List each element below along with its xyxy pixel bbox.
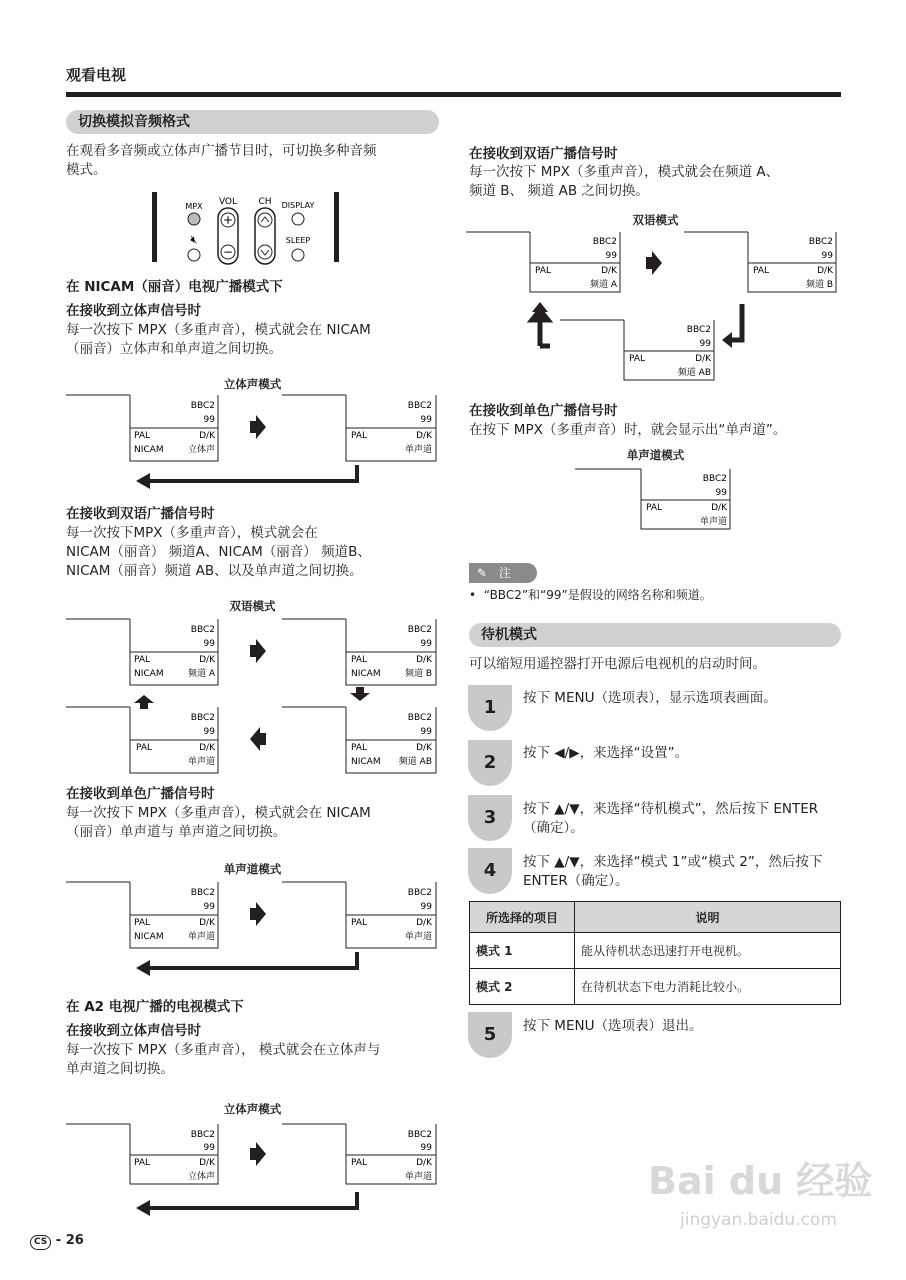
svg-text:D/K: D/K — [416, 655, 432, 665]
ch-down-icon[interactable] — [258, 245, 272, 259]
standby-mode-table — [469, 901, 841, 1005]
svg-text:99: 99 — [420, 902, 432, 912]
svg-text:单声道: 单声道 — [187, 932, 215, 942]
svg-text:99: 99 — [203, 727, 215, 737]
osd-box-channel-ab — [346, 707, 436, 773]
svg-text:99: 99 — [203, 1143, 215, 1153]
standby-intro: 可以缩短用遥控器打开电源后电视机的启动时间。 — [469, 656, 766, 672]
svg-text:PAL: PAL — [134, 918, 151, 928]
svg-text:PAL: PAL — [351, 431, 368, 441]
step-text: 按下 ◀/▶，来选择“设置”。 — [523, 745, 689, 761]
svg-text:99: 99 — [203, 639, 215, 649]
svg-text:D/K: D/K — [416, 918, 432, 928]
baidu-watermark: Bai du 经验 — [648, 1159, 873, 1203]
sleep-button[interactable] — [292, 249, 304, 261]
intro-text — [66, 142, 446, 180]
svg-text:99: 99 — [605, 251, 617, 261]
svg-text:BBC2: BBC2 — [407, 1130, 432, 1140]
svg-text:D/K: D/K — [416, 743, 432, 753]
svg-text:PAL: PAL — [134, 655, 151, 665]
svg-text:BBC2: BBC2 — [407, 625, 432, 635]
nicam-mono-chart-title: 单声道模式 — [223, 862, 282, 876]
right-arrow-icon — [250, 1142, 266, 1166]
svg-text:99: 99 — [699, 339, 711, 349]
osd-box-channel-ab — [624, 320, 714, 380]
table-header: 所选择的项目 — [470, 902, 575, 933]
right-arrow-icon — [250, 415, 266, 439]
page-number: 26 — [65, 1233, 84, 1248]
a2-mono-diagram — [575, 467, 735, 537]
table-row — [470, 969, 841, 1005]
nicam-stereo-text: 每一次按下 MPX（多重声音），模式就会在 NICAM （丽音）立体声和单声道之间切换。 — [66, 322, 371, 357]
sleep-label: SLEEP — [285, 236, 311, 245]
svg-text:PAL: PAL — [646, 503, 663, 513]
table-row — [470, 933, 841, 969]
a2-stereo-chart-title: 立体声模式 — [223, 1102, 282, 1116]
osd-box-mono — [346, 1124, 436, 1184]
svg-text:频道 A: 频道 A — [589, 280, 617, 290]
nicam-stereo-heading: 在接收到立体声信号时 — [66, 303, 201, 319]
table-cell: 能从待机状态迅速打开电视机。 — [575, 933, 841, 969]
svg-text:D/K: D/K — [199, 743, 215, 753]
a2-dual-diagram — [466, 230, 842, 385]
table-cell: 模式 2 — [470, 969, 575, 1005]
svg-text:99: 99 — [420, 639, 432, 649]
up-arrow-icon — [532, 302, 548, 312]
a2-mono-heading: 在接收到单色广播信号时 — [469, 403, 618, 419]
display-label: DISPLAY — [281, 201, 315, 210]
svg-text:−: − — [222, 245, 234, 259]
svg-text:BBC2: BBC2 — [407, 713, 432, 723]
svg-text:BBC2: BBC2 — [190, 1130, 215, 1140]
svg-text:BBC2: BBC2 — [407, 888, 432, 898]
a2-dual-text: 每一次按下 MPX（多重声音），模式就会在频道 A、 频道 B、 频道 AB 之间切换。 — [469, 164, 780, 199]
svg-text:频道 B: 频道 B — [404, 669, 432, 679]
left-arrow-icon — [250, 727, 266, 751]
svg-text:D/K: D/K — [199, 431, 215, 441]
note-label: 注 — [498, 566, 511, 580]
remote-control-illustration — [150, 188, 345, 268]
svg-text:BBC2: BBC2 — [190, 713, 215, 723]
osd-box-mono — [346, 882, 436, 948]
svg-text:PAL: PAL — [351, 1158, 368, 1168]
svg-text:BBC2: BBC2 — [190, 625, 215, 635]
svg-text:D/K: D/K — [199, 1158, 215, 1168]
right-arrow-icon — [646, 251, 662, 275]
left-arrow-icon — [136, 1200, 150, 1216]
svg-text:NICAM: NICAM — [134, 445, 164, 455]
right-arrow-icon — [250, 639, 266, 663]
svg-text:D/K: D/K — [416, 1158, 432, 1168]
pencil-icon: ✎ — [477, 566, 488, 580]
ch-up-icon[interactable] — [258, 213, 272, 227]
intro-line: 模式。 — [66, 162, 107, 178]
osd-box-stereo — [130, 395, 218, 461]
a2-dual-chart-title: 双语模式 — [632, 213, 679, 227]
svg-text:NICAM: NICAM — [134, 932, 164, 942]
svg-text:频道 A: 频道 A — [187, 669, 215, 679]
watermark-url: jingyan.baidu.com — [680, 1210, 837, 1230]
svg-text:+: + — [222, 213, 234, 227]
vol-label: VOL — [218, 197, 238, 207]
svg-text:NICAM: NICAM — [351, 757, 381, 767]
svg-text:D/K: D/K — [199, 918, 215, 928]
osd-box-channel-a — [130, 619, 218, 685]
step-number: 2 — [468, 740, 512, 786]
svg-text:99: 99 — [203, 902, 215, 912]
a2-mono-chart-title: 单声道模式 — [626, 448, 685, 462]
svg-text:NICAM: NICAM — [134, 669, 164, 679]
nicam-dual-diagram — [66, 617, 440, 777]
svg-text:BBC2: BBC2 — [190, 888, 215, 898]
svg-text:BBC2: BBC2 — [407, 401, 432, 411]
svg-text:PAL: PAL — [134, 1158, 151, 1168]
svg-text:频道 B: 频道 B — [805, 280, 833, 290]
svg-text:BBC2: BBC2 — [686, 325, 711, 335]
svg-text:PAL: PAL — [629, 354, 646, 364]
nicam-dual-text: 每一次按下MPX（多重声音），模式就会在 NICAM（丽音） 频道A、NICAM（丽音） 频道B、 NICAM（丽音）频道 AB、以及单声道之间切换。 — [66, 525, 371, 579]
section-title-standby: 待机模式 — [469, 623, 841, 647]
left-arrow-icon — [136, 473, 150, 489]
nicam-stereo-chart-title: 立体声模式 — [223, 377, 282, 391]
svg-text:BBC2: BBC2 — [702, 474, 727, 484]
svg-text:D/K: D/K — [601, 266, 617, 276]
a2-dual-heading: 在接收到双语广播信号时 — [469, 146, 618, 162]
return-arrow — [150, 952, 357, 968]
osd-box-channel-b — [346, 619, 436, 685]
nicam-dual-heading: 在接收到双语广播信号时 — [66, 506, 215, 522]
left-arrow-icon — [136, 960, 150, 976]
section-title-audio-format: 切换模拟音频格式 — [66, 110, 439, 134]
note-tag — [469, 563, 537, 583]
return-arrow — [150, 1192, 357, 1208]
osd-box-mono — [641, 469, 730, 529]
osd-box-channel-b — [748, 232, 836, 292]
svg-text:BBC2: BBC2 — [190, 401, 215, 411]
osd-box-mono — [130, 707, 218, 773]
svg-text:PAL: PAL — [753, 266, 770, 276]
svg-text:99: 99 — [420, 727, 432, 737]
step-number: 3 — [468, 795, 512, 841]
osd-box-stereo — [130, 1124, 218, 1184]
svg-text:频道 AB: 频道 AB — [398, 757, 432, 767]
up-arrow-icon — [134, 695, 154, 709]
step-number: 1 — [468, 685, 512, 731]
svg-text:D/K: D/K — [416, 431, 432, 441]
nicam-mono-text: 每一次按下 MPX（多重声音），模式就会在 NICAM （丽音）单声道与 单声道之间切换。 — [66, 805, 371, 840]
mute-icon: 🔇︎ — [190, 233, 198, 246]
intro-line: 在观看多音频或立体声广播节目时，可切换多种音频 — [66, 143, 377, 159]
svg-text:BBC2: BBC2 — [592, 237, 617, 247]
a2-mono-text: 在按下 MPX（多重声音）时，就会显示出“单声道”。 — [469, 422, 787, 438]
osd-box-nicam-mono — [130, 882, 218, 948]
left-arrow-icon — [722, 332, 732, 348]
mpx-button[interactable] — [188, 213, 200, 225]
nicam-mono-diagram — [66, 880, 440, 980]
ch-label: CH — [258, 197, 272, 207]
nicam-mono-heading: 在接收到单色广播信号时 — [66, 786, 215, 802]
page-header: 观看电视 — [66, 66, 127, 84]
svg-text:D/K: D/K — [817, 266, 833, 276]
table-header: 说明 — [575, 902, 841, 933]
svg-text:BBC2: BBC2 — [808, 237, 833, 247]
mute-button[interactable] — [188, 249, 200, 261]
osd-box-mono — [346, 395, 436, 461]
svg-text:单声道: 单声道 — [404, 445, 432, 455]
table-header-row — [470, 902, 841, 933]
step-text: 按下 MENU（选项表）退出。 — [523, 1018, 703, 1034]
svg-text:D/K: D/K — [695, 354, 711, 364]
svg-text:99: 99 — [821, 251, 833, 261]
svg-text:PAL: PAL — [351, 743, 368, 753]
svg-text:99: 99 — [420, 415, 432, 425]
a2-stereo-text: 每一次按下 MPX（多重声音）， 模式就会在立体声与 单声道之间切换。 — [66, 1042, 381, 1077]
step-text: 按下 MENU（选项表），显示选项表画面。 — [523, 690, 777, 706]
right-arrow-icon — [250, 902, 266, 926]
svg-text:PAL: PAL — [351, 655, 368, 665]
cs-badge: CS — [30, 1235, 51, 1250]
osd-box-channel-a — [530, 232, 620, 292]
a2-stereo-diagram — [66, 1122, 440, 1222]
note-text: • “BBC2”和“99”是假设的网络名称和频道。 — [469, 588, 712, 602]
step-text: 按下 ▲/▼，来选择“模式 1”或“模式 2”，然后按下 ENTER（确定）。 — [523, 854, 823, 889]
svg-text:D/K: D/K — [711, 503, 727, 513]
nicam-heading: 在 NICAM（丽音）电视广播模式下 — [66, 279, 283, 295]
svg-text:立体声: 立体声 — [187, 445, 215, 455]
svg-text:99: 99 — [203, 415, 215, 425]
a2-heading: 在 A2 电视广播的电视模式下 — [66, 999, 244, 1015]
mpx-label: MPX — [185, 202, 203, 211]
svg-text:NICAM: NICAM — [351, 669, 381, 679]
a2-stereo-heading: 在接收到立体声信号时 — [66, 1023, 201, 1039]
header-rule — [66, 92, 841, 97]
display-button[interactable] — [292, 213, 304, 225]
svg-text:立体声: 立体声 — [187, 1172, 215, 1182]
svg-text:PAL: PAL — [134, 431, 151, 441]
return-arrow — [150, 465, 357, 481]
step-number: 4 — [468, 848, 512, 894]
svg-text:PAL: PAL — [535, 266, 552, 276]
down-arrow-icon — [350, 687, 370, 701]
table-cell: 模式 1 — [470, 933, 575, 969]
svg-text:单声道: 单声道 — [699, 517, 727, 527]
table-cell: 在待机状态下电力消耗比较小。 — [575, 969, 841, 1005]
svg-text:单声道: 单声道 — [404, 932, 432, 942]
up-return-arrow — [532, 310, 548, 346]
nicam-dual-chart-title: 双语模式 — [229, 599, 276, 613]
svg-text:频道 AB: 频道 AB — [677, 368, 711, 378]
svg-text:PAL: PAL — [351, 918, 368, 928]
nicam-stereo-diagram — [66, 393, 440, 493]
svg-text:99: 99 — [715, 488, 727, 498]
svg-text:99: 99 — [420, 1143, 432, 1153]
step-text: 按下 ▲/▼，来选择“待机模式”，然后按下 ENTER（确定）。 — [523, 801, 819, 836]
svg-text:单声道: 单声道 — [187, 757, 215, 767]
svg-text:PAL: PAL — [136, 743, 153, 753]
svg-text:单声道: 单声道 — [404, 1172, 432, 1182]
step-number: 5 — [468, 1012, 512, 1058]
svg-text:D/K: D/K — [199, 655, 215, 665]
page-footer: CS - 26 — [30, 1233, 84, 1250]
